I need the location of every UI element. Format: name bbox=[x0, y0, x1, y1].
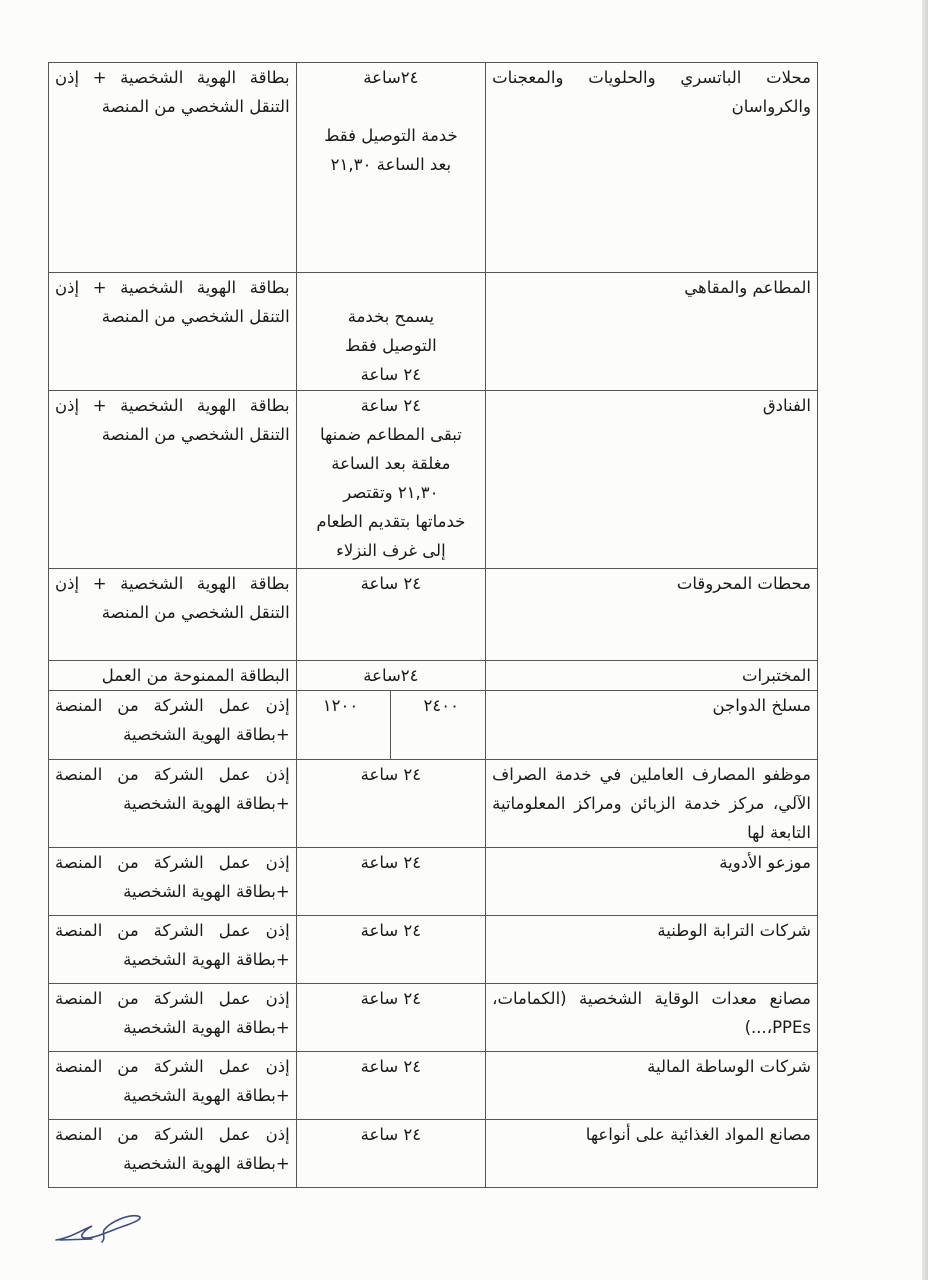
hours-split-value: ١٢٠٠ bbox=[322, 696, 359, 715]
sector-cell: محطات المحروقات bbox=[486, 569, 818, 661]
hours-cell bbox=[296, 1120, 485, 1188]
sector-cell: المختبرات bbox=[486, 661, 818, 691]
required-document-cell: بطاقة الهوية الشخصية + إذن التنقل الشخصي من المنصة bbox=[49, 273, 297, 391]
required-document-cell: بطاقة الهوية الشخصية + إذن التنقل الشخصي من المنصة bbox=[49, 391, 297, 569]
table-row bbox=[49, 984, 818, 1052]
table-row bbox=[49, 760, 818, 848]
hours-split bbox=[296, 691, 485, 759]
sector-cell: المطاعم والمقاهي bbox=[486, 273, 818, 391]
required-document-cell: إذن عمل الشركة من المنصة +بطاقة الهوية الشخصية bbox=[49, 984, 297, 1052]
sector-cell: مصانع معدات الوقاية الشخصية (الكمامات، PPEs،...) bbox=[486, 984, 818, 1052]
hours-line: ٢٤ ساعة bbox=[360, 1125, 422, 1144]
hours-line: ٢٤ساعة bbox=[363, 666, 419, 685]
permits-table-body bbox=[49, 63, 818, 1188]
required-document-cell: بطاقة الهوية الشخصية + إذن التنقل الشخصي من المنصة bbox=[49, 569, 297, 661]
hours-line: خدمة التوصيل فقط bbox=[324, 126, 458, 145]
hours-line: ٢٤ ساعة bbox=[360, 396, 422, 415]
required-document-cell: إذن عمل الشركة من المنصة +بطاقة الهوية الشخصية bbox=[49, 1120, 297, 1188]
hours-cell bbox=[296, 984, 485, 1052]
hours-line: بعد الساعة ٢١,٣٠ bbox=[330, 155, 452, 174]
hours-line: مغلقة بعد الساعة bbox=[331, 454, 451, 473]
table-row bbox=[49, 916, 818, 984]
table-row bbox=[49, 1120, 818, 1188]
hours-cell bbox=[296, 848, 485, 916]
sector-cell: محلات الباتسري والحلويات والمعجنات والكرواسان bbox=[486, 63, 818, 273]
table-row bbox=[49, 391, 818, 569]
hours-cell bbox=[296, 916, 485, 984]
hours-line: يسمح بخدمة bbox=[347, 307, 435, 326]
hours-cell bbox=[296, 391, 485, 569]
hours-cell bbox=[296, 569, 485, 661]
page-edge bbox=[922, 0, 928, 1280]
required-document-cell: إذن عمل الشركة من المنصة +بطاقة الهوية الشخصية bbox=[49, 916, 297, 984]
permits-table bbox=[48, 62, 818, 1188]
hours-cell bbox=[296, 1052, 485, 1120]
required-document-cell: بطاقة الهوية الشخصية + إذن التنقل الشخصي من المنصة bbox=[49, 63, 297, 273]
hours-cell bbox=[296, 691, 485, 760]
hours-line: ٢١,٣٠ وتقتصر bbox=[343, 483, 439, 502]
sector-cell: مصانع المواد الغذائية على أنواعها bbox=[486, 1120, 818, 1188]
hours-line: ٢٤ ساعة bbox=[360, 921, 422, 940]
sector-cell: موظفو المصارف العاملين في خدمة الصراف الآلي، مركز خدمة الزبائن ومراكز المعلوماتية التابعة لها bbox=[486, 760, 818, 848]
hours-line: ٢٤ ساعة bbox=[360, 765, 422, 784]
hours-line: خدماتها بتقديم الطعام bbox=[316, 512, 466, 531]
hours-line: ٢٤ ساعة bbox=[360, 365, 422, 384]
required-document-cell: إذن عمل الشركة من المنصة +بطاقة الهوية الشخصية bbox=[49, 691, 297, 760]
required-document-cell: إذن عمل الشركة من المنصة +بطاقة الهوية الشخصية bbox=[49, 1052, 297, 1120]
hours-cell bbox=[296, 760, 485, 848]
hours-line: ٢٤ ساعة bbox=[360, 1057, 422, 1076]
signature bbox=[52, 1208, 144, 1248]
required-document-cell: إذن عمل الشركة من المنصة +بطاقة الهوية الشخصية bbox=[49, 848, 297, 916]
table-row bbox=[49, 691, 818, 760]
hours-line: تبقى المطاعم ضمنها bbox=[319, 425, 462, 444]
hours-line: ٢٤ ساعة bbox=[360, 853, 422, 872]
hours-line bbox=[303, 273, 479, 302]
hours-line: ٢٤ساعة bbox=[363, 68, 419, 87]
table-row bbox=[49, 273, 818, 391]
hours-line bbox=[303, 92, 479, 121]
hours-cell bbox=[296, 63, 485, 273]
hours-line: ٢٤ ساعة bbox=[360, 574, 422, 593]
hours-split-value: ٢٤٠٠ bbox=[390, 691, 485, 759]
required-document-cell: إذن عمل الشركة من المنصة +بطاقة الهوية الشخصية bbox=[49, 760, 297, 848]
hours-line: إلى غرف النزلاء bbox=[336, 541, 446, 560]
table-row bbox=[49, 1052, 818, 1120]
table-row bbox=[49, 661, 818, 691]
sector-cell: شركات الترابة الوطنية bbox=[486, 916, 818, 984]
table-row bbox=[49, 569, 818, 661]
sector-cell: موزعو الأدوية bbox=[486, 848, 818, 916]
table-row bbox=[49, 848, 818, 916]
sector-cell: الفنادق bbox=[486, 391, 818, 569]
sector-cell: شركات الوساطة المالية bbox=[486, 1052, 818, 1120]
table-row bbox=[49, 63, 818, 273]
hours-line: ٢٤ ساعة bbox=[360, 989, 422, 1008]
hours-cell bbox=[296, 273, 485, 391]
hours-cell bbox=[296, 661, 485, 691]
required-document-cell: البطاقة الممنوحة من العمل bbox=[49, 661, 297, 691]
hours-line: التوصيل فقط bbox=[345, 336, 437, 355]
sector-cell: مسلخ الدواجن bbox=[486, 691, 818, 760]
